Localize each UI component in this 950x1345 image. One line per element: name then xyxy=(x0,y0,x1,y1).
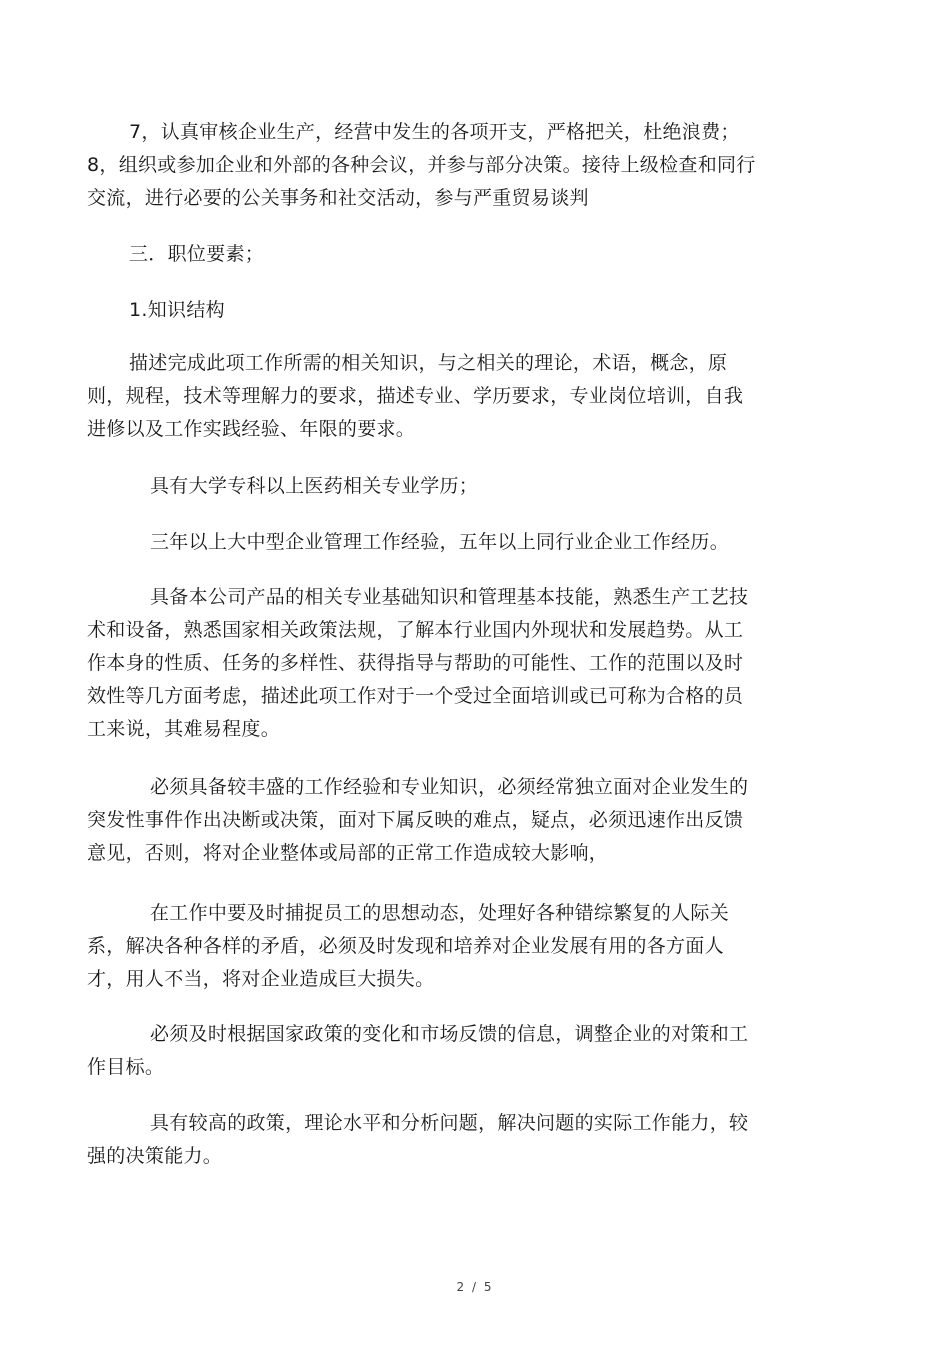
paragraph-education xyxy=(87,470,807,503)
text-line: 7，认真审核企业生产，经营中发生的各项开支，严格把关，杜绝浪费； xyxy=(129,121,740,143)
text-line: 8，组织或参加企业和外部的各种会议，并参与部分决策。接待上级检查和同行 xyxy=(87,154,756,176)
text-line: 具有大学专科以上医药相关专业学历； xyxy=(150,475,479,497)
paragraph-policy-adjustment xyxy=(87,1018,807,1084)
paragraph-decision-experience xyxy=(87,771,807,870)
text-line: 交流，进行必要的公关事务和社交活动，参与严重贸易谈判 xyxy=(87,187,589,209)
paragraph-experience xyxy=(87,526,807,559)
text-line: 描述完成此项工作所需的相关知识，与之相关的理论，术语，概念，原 xyxy=(129,352,728,374)
text-line: 三．职位要素； xyxy=(129,243,265,265)
paragraph-decision-ability xyxy=(87,1107,807,1173)
text-line: 1.知识结构 xyxy=(129,299,225,321)
paragraph-staff-management xyxy=(87,897,807,996)
paragraph-duties-7-8 xyxy=(87,116,807,215)
text-line: 在工作中要及时捕捉员工的思想动态，处理好各种错综繁复的人际关 xyxy=(150,902,730,924)
text-line: 效性等几方面考虑，描述此项工作对于一个受过全面培训或已可称为合格的员 xyxy=(87,685,744,707)
text-line: 进修以及工作实践经验、年限的要求。 xyxy=(87,418,416,440)
text-line: 必须及时根据国家政策的变化和市场反馈的信息，调整企业的对策和工 xyxy=(150,1023,749,1045)
text-line: 作目标。 xyxy=(87,1056,165,1078)
text-line: 术和设备，熟悉国家相关政策法规，了解本行业国内外现状和发展趋势。从工 xyxy=(87,619,744,641)
text-line: 具有较高的政策，理论水平和分析问题，解决问题的实际工作能力，较 xyxy=(150,1112,749,1134)
text-line: 工来说，其难易程度。 xyxy=(87,718,281,740)
text-line: 意见，否则，将对企业整体或局部的正常工作造成较大影响， xyxy=(87,842,609,864)
text-line: 才，用人不当，将对企业造成巨大损失。 xyxy=(87,968,435,990)
text-line: 三年以上大中型企业管理工作经验，五年以上同行业企业工作经历。 xyxy=(150,531,730,553)
text-line: 作本身的性质、任务的多样性、获得指导与帮助的可能性、工作的范围以及时 xyxy=(87,652,744,674)
text-line: 突发性事件作出决断或决策，面对下属反映的难点，疑点，必须迅速作出反馈 xyxy=(87,809,744,831)
text-line: 必须具备较丰盛的工作经验和专业知识，必须经常独立面对企业发生的 xyxy=(150,776,749,798)
paragraph-knowledge-description xyxy=(87,347,807,446)
text-line: 系，解决各种各样的矛盾，必须及时发现和培养对企业发展有用的各方面人 xyxy=(87,935,724,957)
text-line: 强的决策能力。 xyxy=(87,1145,223,1167)
subheading-knowledge-structure xyxy=(87,294,807,327)
text-line: 具备本公司产品的相关专业基础知识和管理基本技能，熟悉生产工艺技 xyxy=(150,586,749,608)
page-number: 2 / 5 xyxy=(456,1280,494,1294)
paragraph-professional-knowledge xyxy=(87,581,807,746)
text-line: 则，规程，技术等理解力的要求，描述专业、学历要求，专业岗位培训，自我 xyxy=(87,385,744,407)
section-heading-job-elements xyxy=(87,238,807,271)
